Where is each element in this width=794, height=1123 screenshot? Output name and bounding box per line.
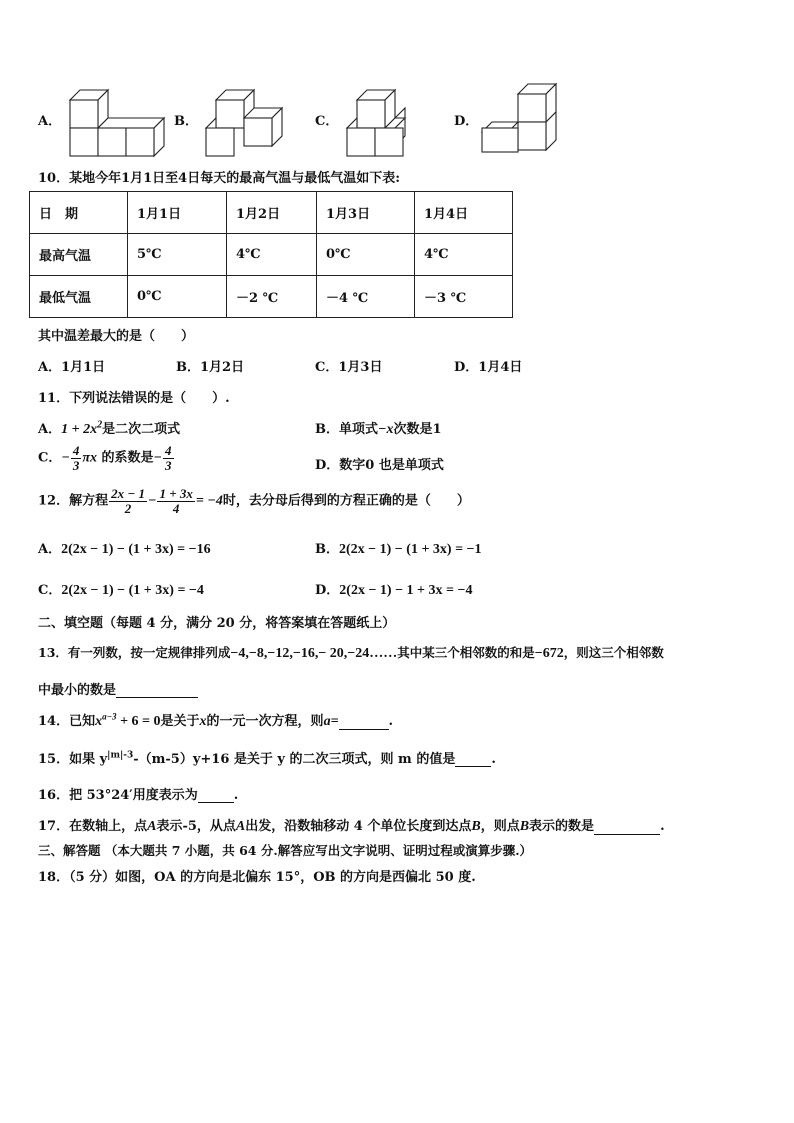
q11-c-var: πx bbox=[82, 450, 97, 466]
q11-c-fraction-2 bbox=[163, 444, 174, 472]
q11-option-a bbox=[38, 418, 180, 438]
table-row bbox=[30, 276, 513, 318]
q15-answer-blank[interactable] bbox=[455, 752, 491, 767]
q10-option-a: A．1月1日 bbox=[38, 360, 106, 375]
cube-arrangement-c bbox=[342, 80, 412, 160]
q11-c-mid: 的系数是 bbox=[97, 450, 154, 466]
q15-end: . bbox=[491, 752, 496, 767]
q12-stem bbox=[38, 487, 470, 515]
table-cell: 5℃ bbox=[128, 234, 227, 276]
q15-mid: -（m-5）y+16 是关于 y 的二次三项式，则 m 的值是 bbox=[133, 752, 456, 767]
q15-pre: 15．如果 y bbox=[38, 752, 108, 767]
fraction-denominator: 4 bbox=[172, 500, 180, 516]
q16-answer-blank[interactable] bbox=[198, 788, 234, 803]
q12-c-label: C． bbox=[38, 583, 62, 598]
q12-d-expr: 2(2x − 1) − 1 + 3x = −4 bbox=[339, 583, 473, 598]
table-cell: －4 ℃ bbox=[317, 276, 415, 318]
q13-post: ，则这三个相邻数 bbox=[563, 645, 664, 660]
fraction-denominator: 3 bbox=[165, 457, 172, 473]
table-cell: －3 ℃ bbox=[415, 276, 513, 318]
q14-exp: a−3 bbox=[102, 711, 117, 722]
q12-stem-post: 时，去分母后得到的方程正确的是（ ） bbox=[222, 493, 470, 509]
q12-rhs: = −4 bbox=[195, 493, 223, 509]
table-header-cell: 日 期 bbox=[30, 192, 128, 234]
q12-minus: − bbox=[147, 493, 157, 509]
table-header-cell: 1月3日 bbox=[317, 192, 415, 234]
q17-end: . bbox=[660, 819, 665, 834]
fraction-denominator: 2 bbox=[124, 500, 132, 516]
q15 bbox=[38, 748, 496, 767]
table-cell: 最高气温 bbox=[30, 234, 128, 276]
q16-text: 16．把 53°24′用度表示为 bbox=[38, 788, 198, 803]
q12-d-label: D． bbox=[315, 583, 340, 598]
q13-sum: −672 bbox=[534, 646, 564, 661]
q12-option-d bbox=[315, 579, 473, 599]
q13-sequence: −4,−8,−12,−16,− 20,−24…… bbox=[230, 646, 398, 661]
q11-a-exp: 2 bbox=[97, 419, 103, 431]
q17-point-a: A bbox=[147, 819, 157, 834]
section-2-heading: 二、填空题（每题 4 分，满分 20 分，将答案填在答题纸上） bbox=[38, 616, 396, 631]
q11-option-d: D．数字0 也是单项式 bbox=[315, 458, 444, 473]
q14-post: 的一元一次方程，则 bbox=[206, 714, 324, 729]
q11-a-expr: 1 + 2x bbox=[61, 422, 98, 437]
q17-text: 17．在数轴上，点 bbox=[38, 819, 148, 834]
q11-option-c bbox=[38, 444, 175, 472]
q14-base: x bbox=[95, 714, 103, 729]
q11-c-neg1: − bbox=[61, 450, 70, 466]
q17-point-b: B bbox=[519, 819, 530, 834]
q12-option-b bbox=[315, 538, 482, 558]
q14-end: . bbox=[388, 714, 394, 729]
q10-option-b: B．1月2日 bbox=[176, 360, 245, 375]
q11-c-label: C． bbox=[38, 450, 62, 466]
q14-answer-blank[interactable] bbox=[339, 715, 389, 730]
cube-arrangement-d bbox=[478, 80, 568, 158]
table-cell: 0℃ bbox=[317, 234, 415, 276]
q14-ask: a= bbox=[323, 714, 339, 729]
q11-stem: 11．下列说法错误的是（ ）. bbox=[38, 391, 230, 406]
q10-option-d: D．1月4日 bbox=[454, 360, 523, 375]
q14-mid: 是关于 bbox=[160, 714, 200, 729]
fraction-denominator: 3 bbox=[72, 457, 80, 473]
q15-exp: |m|-3 bbox=[107, 750, 134, 761]
q17-t3: 出发，沿数轴移动 4 个单位长度到达点 bbox=[245, 819, 472, 834]
q12-stem-pre: 12．解方程 bbox=[38, 493, 109, 509]
q14-pre: 14．已知 bbox=[38, 714, 96, 729]
q14-var: x bbox=[199, 714, 207, 729]
q12-fraction-1 bbox=[109, 487, 147, 515]
q17-t4: ，则点 bbox=[480, 819, 520, 834]
q16 bbox=[38, 784, 238, 803]
q10-option-c: C．1月3日 bbox=[315, 360, 383, 375]
table-header-cell: 1月1日 bbox=[128, 192, 227, 234]
q13-line-1 bbox=[38, 643, 664, 662]
q16-end: . bbox=[233, 788, 239, 803]
table-cell: 最低气温 bbox=[30, 276, 128, 318]
fraction-numerator: 2x − 1 bbox=[111, 486, 145, 501]
table-cell: 4℃ bbox=[227, 234, 317, 276]
temperature-table bbox=[29, 191, 513, 318]
q12-c-expr: 2(2x − 1) − (1 + 3x) = −4 bbox=[61, 583, 204, 598]
q9-option-c-label: C． bbox=[315, 114, 339, 129]
table-row bbox=[30, 234, 513, 276]
q13-line-2 bbox=[38, 679, 198, 698]
table-header-cell: 1月2日 bbox=[227, 192, 317, 234]
table-cell: －2 ℃ bbox=[227, 276, 317, 318]
table-cell: 4℃ bbox=[415, 234, 513, 276]
q12-a-label: A． bbox=[38, 542, 62, 557]
q18: 18．（5 分）如图，OA 的方向是北偏东 15°，OB 的方向是西偏北 50 度. bbox=[38, 870, 476, 885]
q17 bbox=[38, 815, 665, 835]
q17-point-b: B bbox=[471, 819, 481, 834]
q11-b-text: 次数是1 bbox=[393, 422, 442, 437]
q17-t2: 表示-5，从点 bbox=[156, 819, 236, 834]
q10-stem: 10．某地今年1月1日至4日每天的最高气温与最低气温如下表: bbox=[38, 171, 401, 186]
q11-a-label: A． bbox=[38, 422, 62, 437]
table-cell: 0℃ bbox=[128, 276, 227, 318]
q12-b-expr: 2(2x − 1) − (1 + 3x) = −1 bbox=[339, 542, 482, 557]
q11-b-label: B．单项式 bbox=[315, 422, 378, 437]
q12-fraction-2 bbox=[157, 487, 194, 515]
fraction-numerator: 4 bbox=[72, 443, 80, 458]
cube-arrangement-b bbox=[198, 85, 283, 160]
q12-option-a bbox=[38, 538, 211, 558]
fraction-numerator: 4 bbox=[165, 443, 172, 458]
q13-line2-text: 中最小的数是 bbox=[38, 683, 117, 698]
q9-option-a-label: A． bbox=[38, 114, 62, 129]
q11-b-expr: −x bbox=[378, 422, 394, 437]
q14 bbox=[38, 710, 393, 730]
q11-c-neg2: − bbox=[153, 450, 163, 466]
section-3-heading: 三、解答题 （本大题共 7 小题，共 64 分.解答应写出文字说明、证明过程或演算步骤.） bbox=[38, 843, 533, 858]
q11-option-b bbox=[315, 418, 442, 438]
q17-t5: 表示的数是 bbox=[529, 819, 595, 834]
cube-arrangement-a bbox=[60, 85, 170, 160]
q10-question: 其中温差最大的是（ ） bbox=[38, 329, 195, 344]
table-row bbox=[30, 192, 513, 234]
q13-mid: 其中某三个相邻数的和是 bbox=[397, 645, 535, 660]
q11-c-fraction-1 bbox=[71, 444, 82, 472]
q9-option-b-label: B． bbox=[174, 114, 198, 129]
q9-option-d-label: D． bbox=[454, 114, 479, 129]
q12-b-label: B． bbox=[315, 542, 339, 557]
q13-pre: 13．有一列数，按一定规律排列成 bbox=[38, 645, 231, 660]
fraction-numerator: 1 + 3x bbox=[159, 486, 193, 501]
q11-a-text: 是二次二项式 bbox=[102, 422, 181, 437]
q14-eq: + 6 = 0 bbox=[116, 714, 161, 729]
q12-option-c bbox=[38, 579, 204, 599]
q17-answer-blank[interactable] bbox=[594, 820, 660, 835]
table-header-cell: 1月4日 bbox=[415, 192, 513, 234]
q17-point-a: A bbox=[235, 819, 246, 834]
q12-a-expr: 2(2x − 1) − (1 + 3x) = −16 bbox=[61, 542, 211, 557]
q13-answer-blank[interactable] bbox=[116, 683, 198, 698]
